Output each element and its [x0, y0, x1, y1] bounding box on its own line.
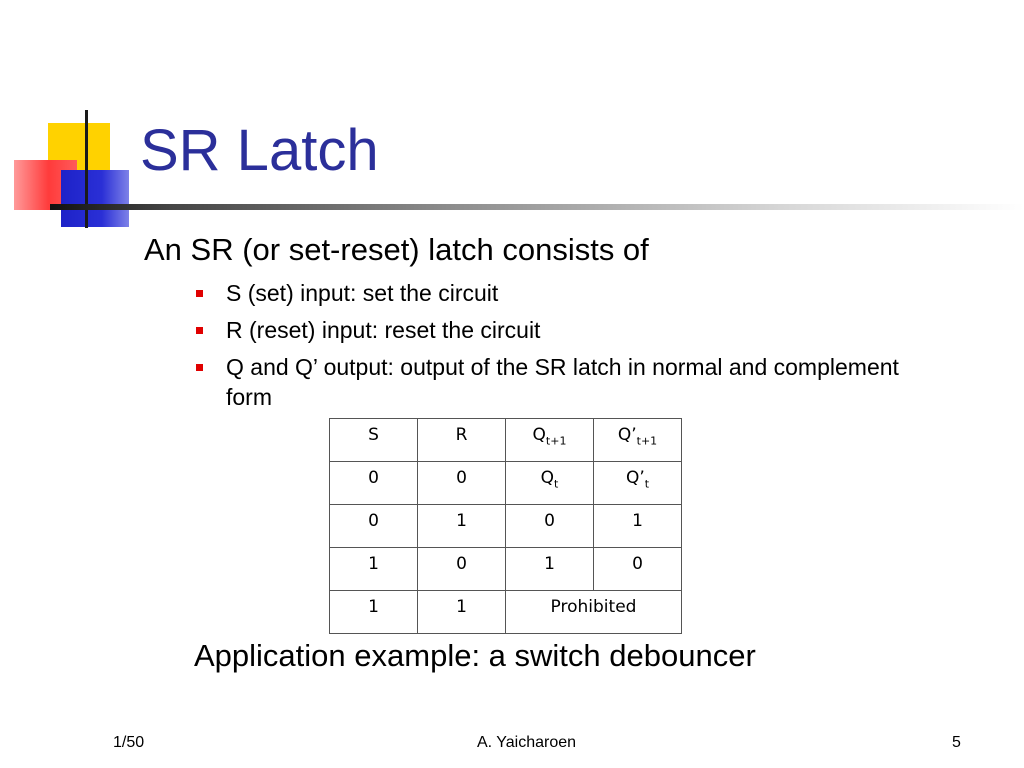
header-s: S [330, 419, 418, 462]
bullet-marker [196, 364, 203, 371]
bullet-item [196, 278, 916, 308]
cell-s: 0 [330, 462, 418, 505]
bullet-marker [196, 290, 203, 297]
cell-r: 1 [418, 505, 506, 548]
application-example: Application example: a switch debouncer [194, 638, 756, 673]
bullet-text: S (set) input: set the circuit [226, 280, 499, 306]
footer-author: A. Yaicharoen [477, 734, 577, 751]
footer-slide-range: 1/50 [113, 734, 145, 751]
bullet-marker [196, 327, 203, 334]
bullet-list [196, 278, 916, 419]
cell-q: 0 [506, 505, 594, 548]
header-q-complement-next: $Q’_{t+1}$ [594, 419, 682, 462]
cell-q: $Q_t$ [506, 462, 594, 505]
bullet-text: R (reset) input: reset the circuit [226, 317, 541, 343]
truth-table [329, 418, 682, 634]
table-row [330, 548, 682, 591]
title-underline [50, 204, 1024, 210]
bullet-item [196, 352, 916, 412]
header-q-next: $Q_{t+1}$ [506, 419, 594, 462]
table-header-row [330, 419, 682, 462]
cell-q-complement: $Q’_t$ [594, 462, 682, 505]
cell-s: 0 [330, 505, 418, 548]
cell-q-complement: 0 [594, 548, 682, 591]
logo-blue-square [61, 170, 129, 227]
cell-q-complement: 1 [594, 505, 682, 548]
cell-r: 0 [418, 548, 506, 591]
table-row [330, 505, 682, 548]
header-r: R [418, 419, 506, 462]
logo-vertical-line [85, 110, 88, 228]
table-row [330, 462, 682, 505]
cell-s: 1 [330, 548, 418, 591]
cell-s: 1 [330, 591, 418, 634]
footer-page-number: 5 [952, 734, 961, 751]
bullet-item [196, 315, 916, 345]
cell-r: 0 [418, 462, 506, 505]
cell-r: 1 [418, 591, 506, 634]
cell-prohibited: Prohibited [506, 591, 682, 634]
slide-heading: An SR (or set-reset) latch consists of [144, 232, 649, 267]
table-row [330, 591, 682, 634]
bullet-text: Q and Q’ output: output of the SR latch in normal and complement form [226, 354, 899, 410]
cell-q: 1 [506, 548, 594, 591]
slide-title: SR Latch [140, 118, 379, 183]
